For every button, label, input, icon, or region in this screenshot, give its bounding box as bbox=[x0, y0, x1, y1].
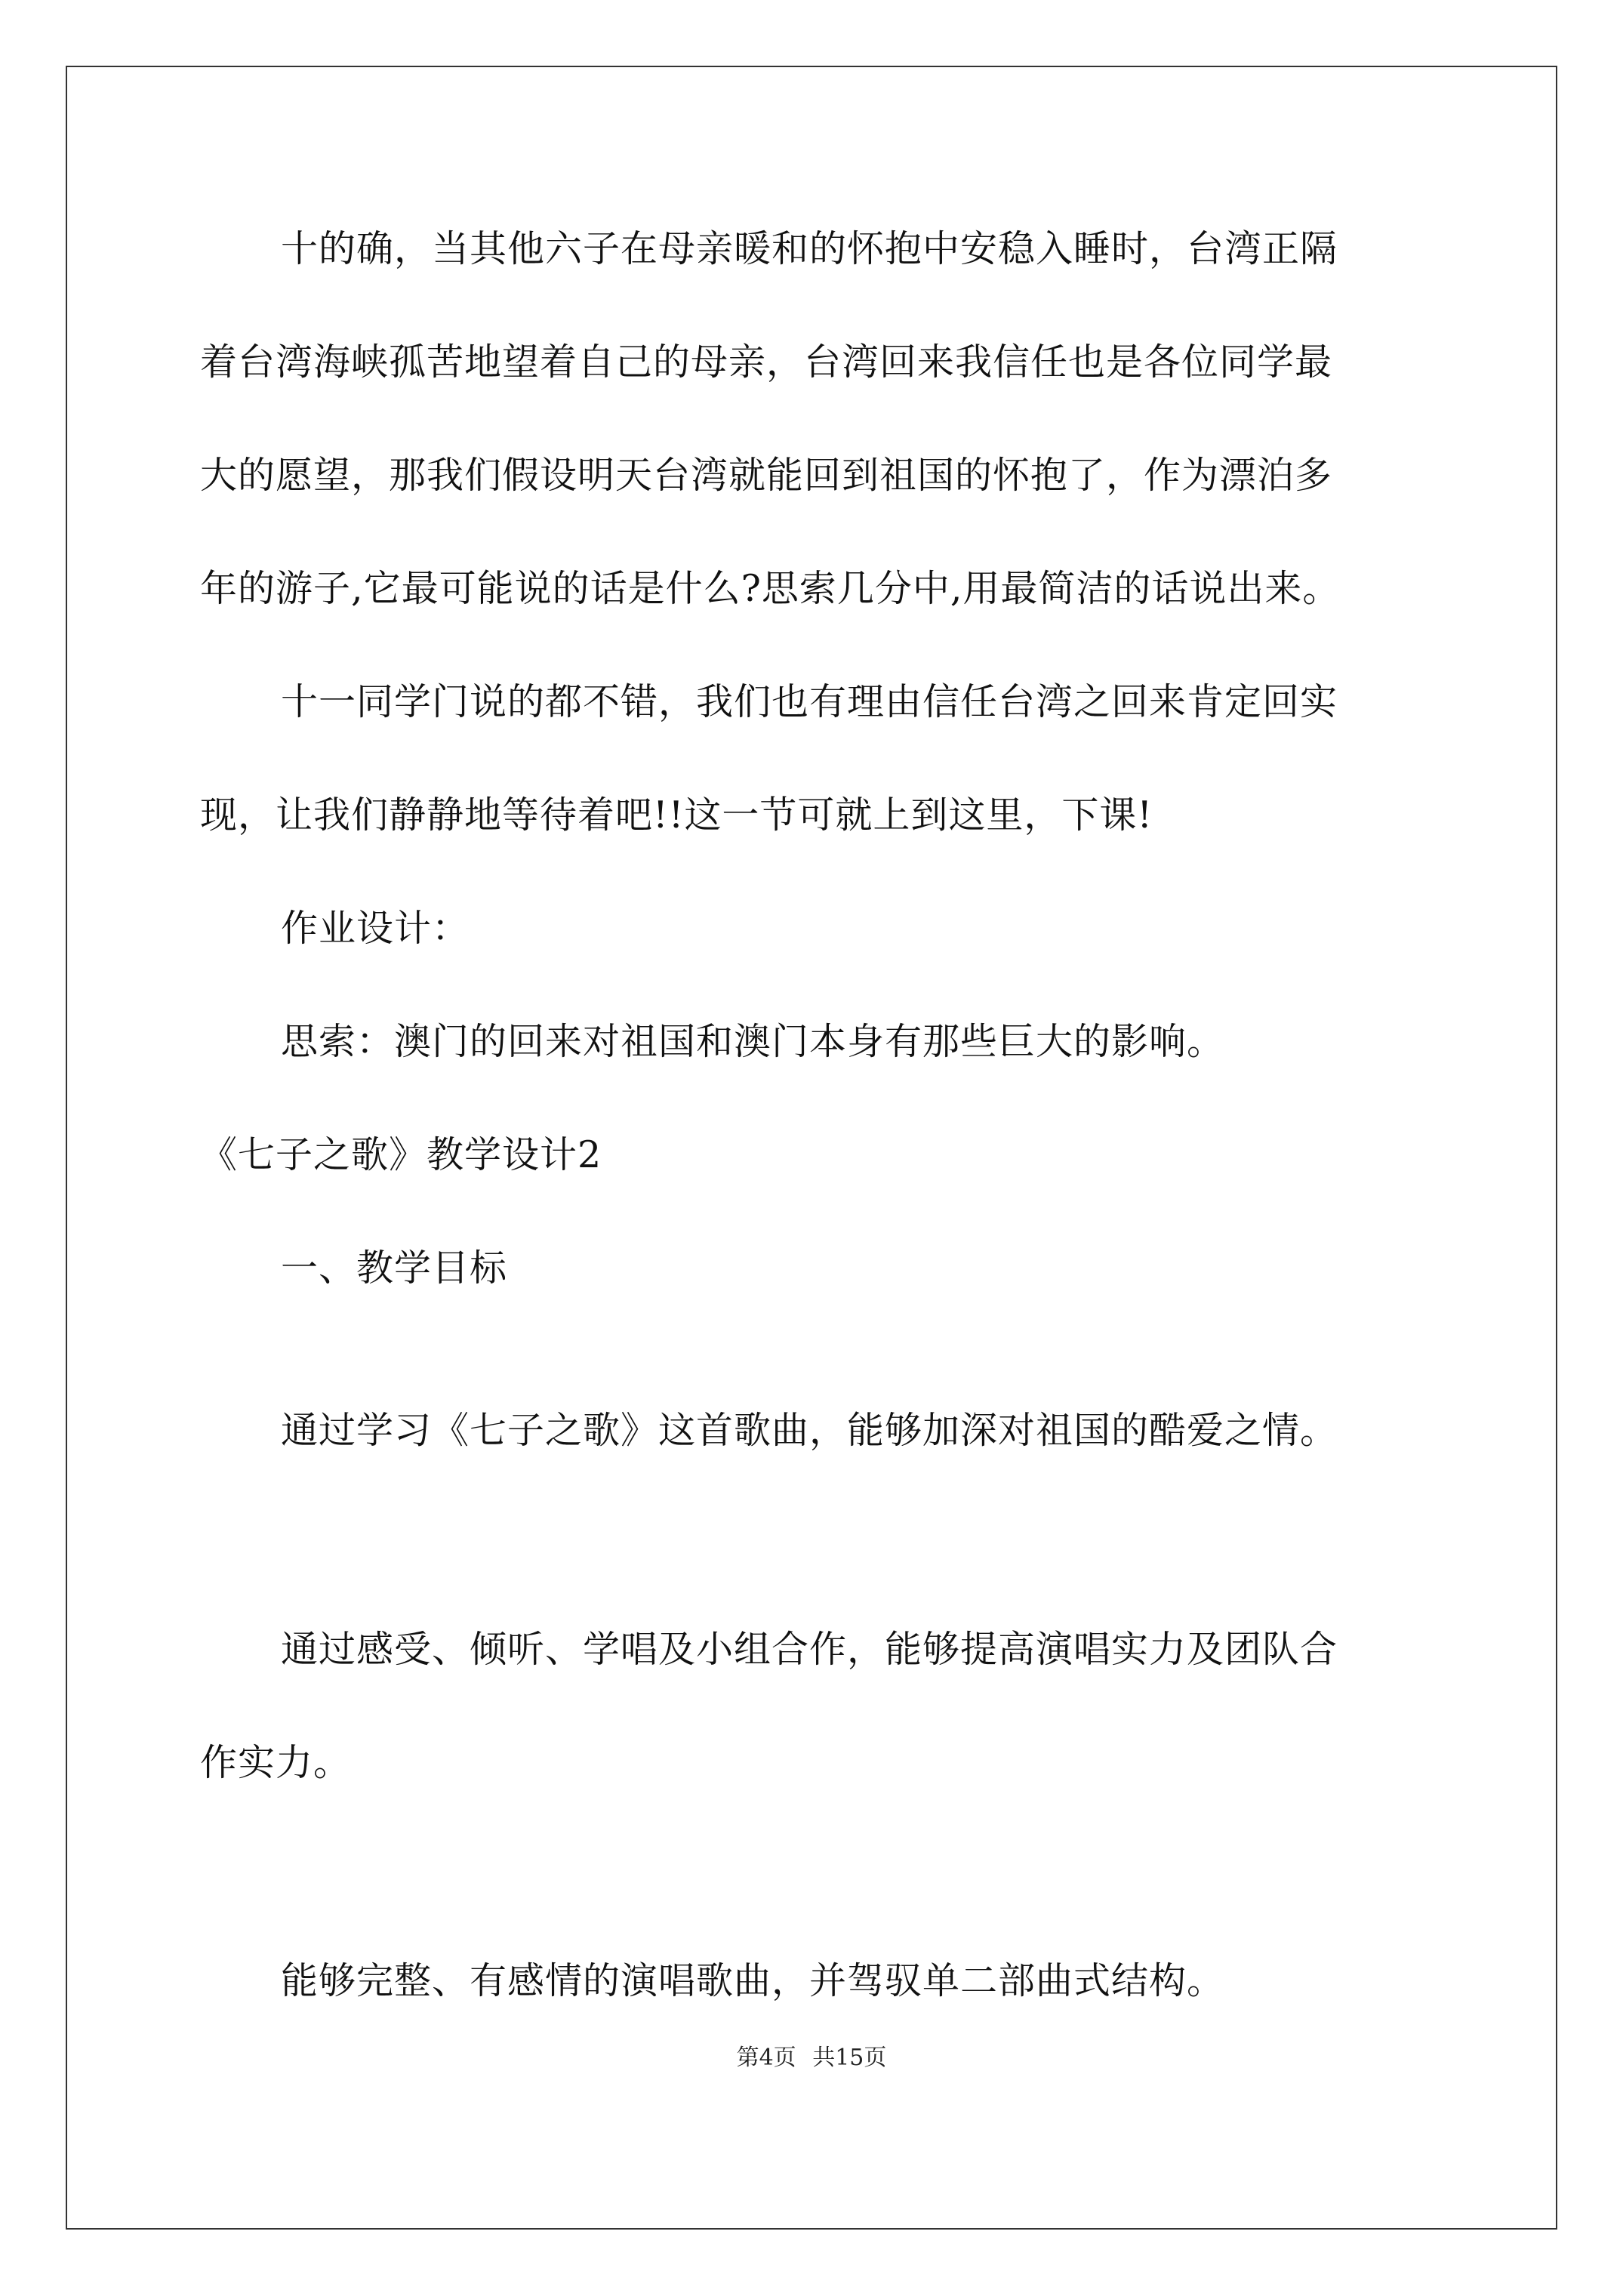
subsection-heading: 一、教学目标 bbox=[281, 1247, 508, 1290]
page-number: 第4页 bbox=[736, 2045, 796, 2071]
text-line: 通过感受、倾听、学唱及小组合作，能够提高演唱实力及团队合 bbox=[281, 1628, 1338, 1671]
text-line: 作实力。 bbox=[200, 1741, 352, 1784]
page-footer bbox=[0, 2043, 1623, 2073]
text-line: 通过学习《七子之歌》这首歌曲，能够加深对祖国的酷爱之情。 bbox=[281, 1409, 1338, 1452]
text-line: 十一同学门说的都不错，我们也有理由信任台湾之回来肯定回实 bbox=[281, 680, 1338, 723]
section-heading: 《七子之歌》教学设计2 bbox=[200, 1133, 602, 1176]
text-line: 年的游子,它最可能说的话是什么?思索几分中,用最简洁的话说出来。 bbox=[200, 567, 1341, 610]
section-label: 作业设计： bbox=[281, 907, 470, 950]
text-line: 现，让我们静静地等待着吧!!这一节可就上到这里，下课! bbox=[200, 794, 1153, 837]
text-line: 能够完整、有感情的演唱歌曲，并驾驭单二部曲式结构。 bbox=[281, 1959, 1225, 2002]
text-line: 十的确，当其他六子在母亲暖和的怀抱中安稳入睡时，台湾正隔 bbox=[281, 227, 1338, 270]
text-line: 着台湾海峡孤苦地望着自己的母亲，台湾回来我信任也是各位同学最 bbox=[200, 341, 1333, 384]
text-line: 大的愿望，那我们假设明天台湾就能回到祖国的怀抱了，作为漂泊多 bbox=[200, 454, 1333, 497]
page-total: 共15页 bbox=[812, 2045, 887, 2071]
text-line: 思索：澳门的回来对祖国和澳门本身有那些巨大的影响。 bbox=[281, 1020, 1225, 1063]
